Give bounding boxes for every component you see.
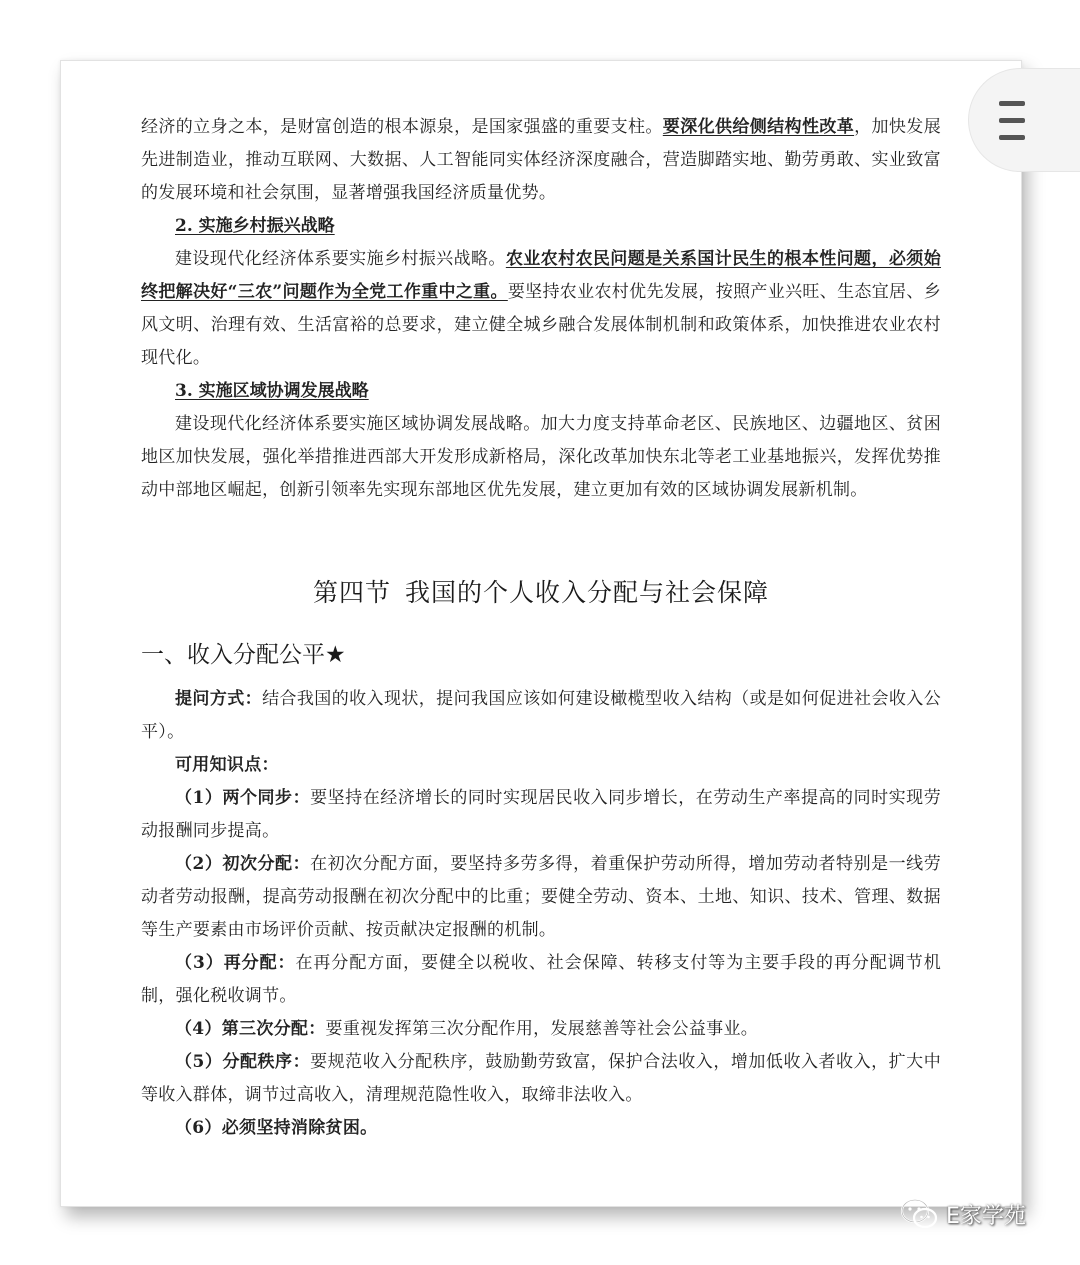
knowledge-point-heading: 必须坚持消除贫困。: [221, 1118, 378, 1138]
paragraph-economy: [141, 111, 941, 210]
spacer: [141, 675, 941, 683]
knowledge-point-title: [175, 854, 310, 874]
knowledge-point-title: [175, 953, 295, 973]
question-text: 结合我国的收入现状，提问我国应该如何建设橄榄型收入结构（或是如何促进社会收入公平）。: [141, 689, 941, 742]
knowledge-point-heading: 再分配：: [223, 953, 296, 973]
subsection-title: 一、收入分配公平★: [141, 642, 346, 668]
section-title: [141, 573, 941, 613]
section-title-text: 我国的个人收入分配与社会保障: [405, 578, 770, 607]
question-label: 提问方式：: [175, 689, 263, 709]
knowledge-point-number: （3）: [175, 953, 224, 973]
knowledge-point-number: （4）: [175, 1019, 222, 1039]
watermark: [900, 1198, 1026, 1230]
knowledge-point-text: 要规范收入分配秩序，鼓励勤劳致富，保护合法收入，增加低收入者收入，扩大中等收入群体，调节过高收入，清理规范隐性收入，取缔非法收入。: [141, 1052, 942, 1105]
knowledge-point-heading: 第三次分配：: [221, 1019, 326, 1039]
knowledge-label: 可用知识点：: [175, 755, 279, 775]
spacer: [141, 613, 941, 635]
knowledge-point-text: 要重视发挥第三次分配作用，发展慈善等社会公益事业。: [325, 1019, 759, 1039]
paragraph-rural: [141, 243, 941, 375]
knowledge-point-title: [175, 1052, 310, 1072]
knowledge-point-item: [141, 848, 941, 947]
paragraph-text: 经济的立身之本，是财富创造的根本源泉，是国家强盛的重要支柱。: [141, 117, 663, 137]
knowledge-point-heading: 两个同步：: [222, 788, 311, 808]
emphasis-text: 要深化供给侧结构性改革: [662, 117, 855, 137]
hamburger-menu-icon[interactable]: [968, 68, 1080, 172]
knowledge-point-text: 要坚持在经济增长的同时实现居民收入同步增长，在劳动生产率提高的同时实现劳动报酬同步提高。: [141, 788, 942, 841]
wechat-icon: [900, 1198, 938, 1230]
knowledge-point-title: [175, 1118, 377, 1138]
knowledge-point-title: [175, 788, 310, 808]
paragraph-text: ，加快发展先进制造业，推动互联网、大数据、人工智能同实体经济深度融合，营造脚踏实地、勤劳勇敢、实业致富的发展环境和社会氛围，显著增强我国经济质量优势。: [141, 117, 941, 203]
knowledge-point-text: 在初次分配方面，要坚持多劳多得，着重保护劳动所得，增加劳动者特别是一线劳动者劳动报酬，提高劳动报酬在初次分配中的比重；要健全劳动、资本、土地、知识、技术、管理、数据等生产要素由市场评价贡献、按贡献决定报酬的机制。: [141, 854, 942, 940]
document-page: [60, 60, 1022, 1207]
emphasis-text: 农业农村农民问题是关系国计民生的根本性问题，必须始终把解决好“三农”问题作为全党工作重中之重。: [141, 249, 942, 302]
knowledge-point-item: [141, 947, 941, 1013]
knowledge-point-heading: 初次分配：: [222, 854, 311, 874]
heading-regional-development: 3. 实施区域协调发展战略: [175, 381, 369, 401]
knowledge-point-title: [175, 1019, 326, 1039]
knowledge-point-item: [141, 782, 941, 848]
knowledge-point-number: （1）: [175, 788, 223, 808]
watermark-text: E家学苑: [946, 1203, 1026, 1229]
section-number: 第四节: [312, 578, 391, 607]
paragraph-text: 要坚持农业农村优先发展，按照产业兴旺、生态宜居、乡风文明、治理有效、生活富裕的总要求，建立健全城乡融合发展体制机制和政策体系，加快推进农业农村现代化。: [141, 282, 942, 368]
document-content: [141, 111, 941, 1145]
paragraph-regional: 建设现代化经济体系要实施区域协调发展战略。加大力度支持革命老区、民族地区、边疆地区、贫困地区加快发展，强化举措推进西部大开发形成新格局，深化改革加快东北等老工业基地振兴，发挥优势推动中部地区崛起，创新引领率先实现东部地区优先发展，建立更加有效的区域协调发展新机制。: [141, 414, 941, 500]
question-paragraph: [141, 683, 941, 749]
knowledge-points-list: [141, 782, 941, 1145]
knowledge-point-item: [141, 1013, 941, 1046]
knowledge-point-heading: 分配秩序：: [222, 1052, 311, 1072]
knowledge-point-item: [141, 1046, 941, 1112]
knowledge-point-text: 在再分配方面，要健全以税收、社会保障、转移支付等为主要手段的再分配调节机制，强化税收调节。: [141, 953, 941, 1006]
knowledge-point-item: [141, 1112, 941, 1145]
knowledge-point-number: （6）: [175, 1118, 222, 1138]
paragraph-text: 建设现代化经济体系要实施乡村振兴战略。: [175, 249, 506, 269]
heading-rural-revitalization: 2. 实施乡村振兴战略: [175, 216, 335, 236]
spacer: [141, 507, 941, 573]
knowledge-point-number: （5）: [175, 1052, 223, 1072]
knowledge-point-number: （2）: [175, 854, 223, 874]
